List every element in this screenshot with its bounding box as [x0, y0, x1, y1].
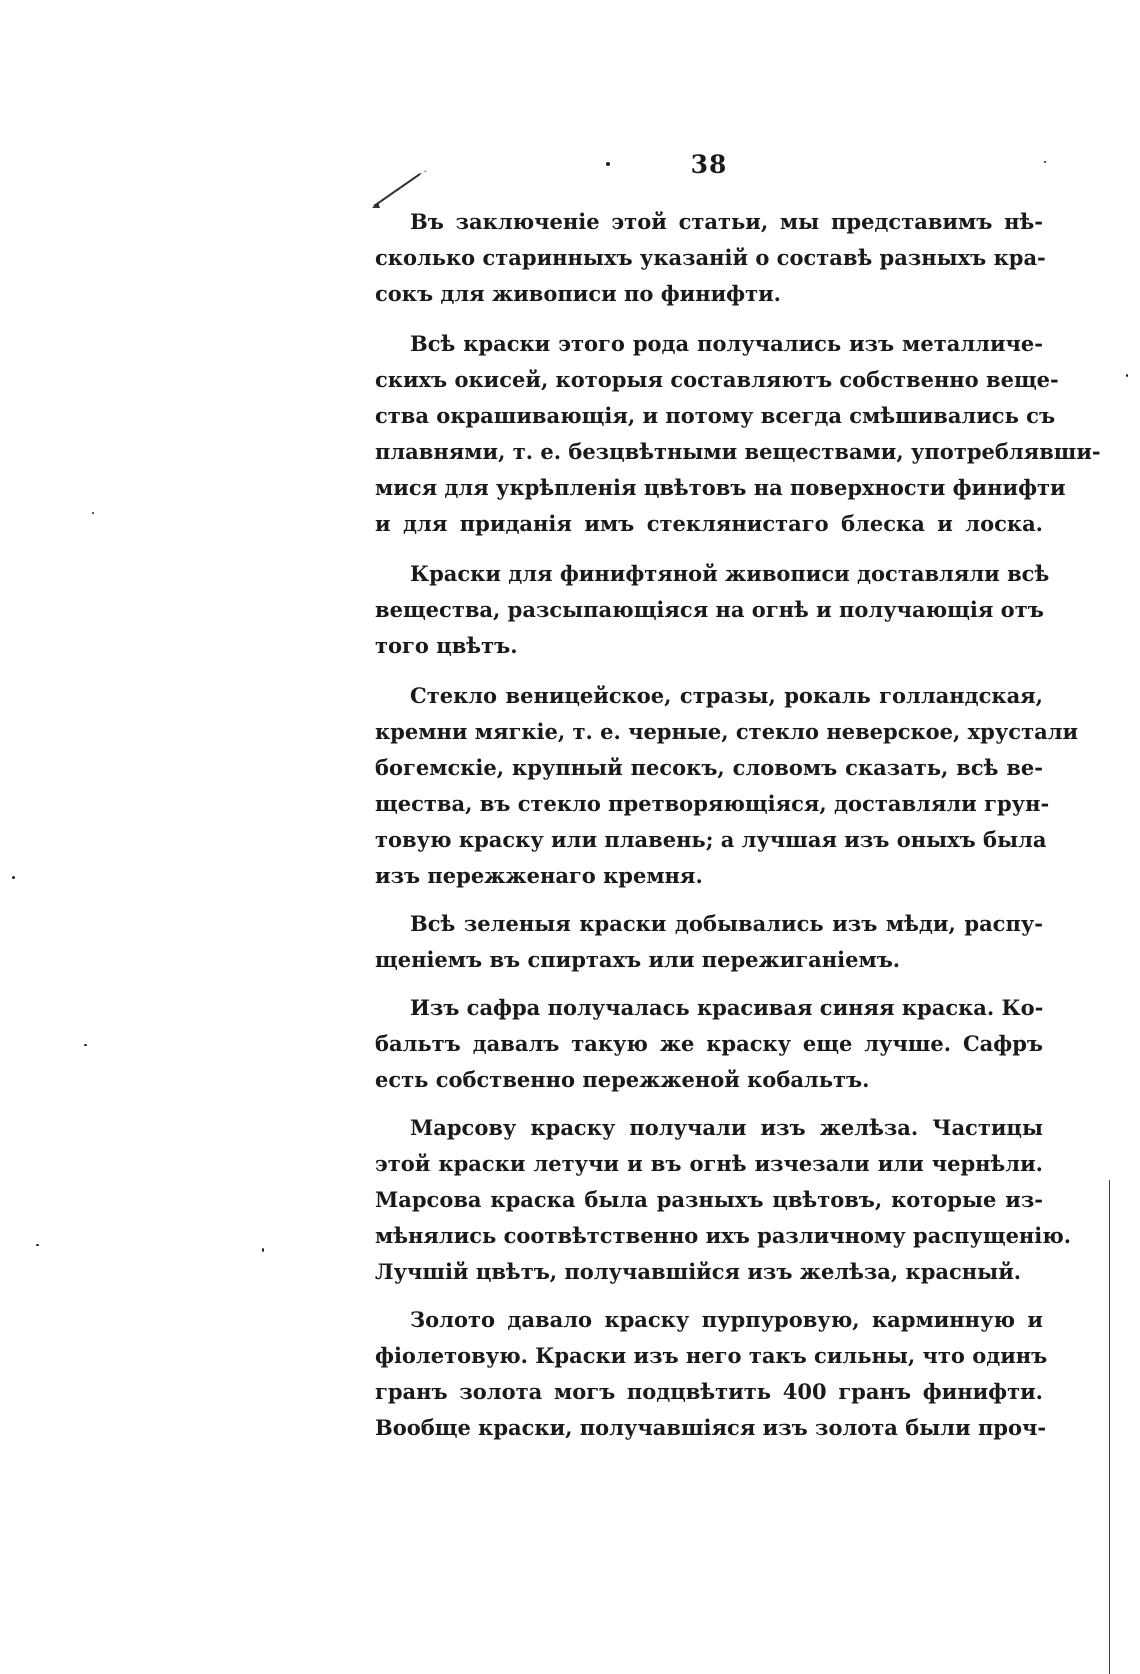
- text-line: Въ заключеніе этой статьи, мы представимъ нѣ-: [410, 209, 1043, 234]
- stray-mark-1: [92, 512, 94, 514]
- text-line: сокъ для живописи по финифти.: [375, 281, 781, 306]
- text-line: Марсова краска была разныхъ цвѣтовъ, которые из-: [375, 1187, 1043, 1212]
- text-line: богемскіе, крупный песокъ, словомъ сказать, всѣ ве-: [375, 755, 1043, 780]
- text-line: Краски для финифтяной живописи доставляли всѣ: [410, 561, 1050, 586]
- text-line: ства окрашивающія, и потому всегда смѣшивались съ: [375, 403, 1056, 428]
- text-line: вещества, разсыпающіяся на огнѣ и получающія отъ: [375, 597, 1044, 622]
- text-line: товую краску или плавень; а лучшая изъ оныхъ была: [375, 827, 1047, 852]
- paragraph-1: [375, 204, 1046, 312]
- text-line: есть собственно пережженой кобальтъ.: [375, 1067, 870, 1092]
- text-line: изъ пережженаго кремня.: [375, 863, 703, 888]
- page-dot-left: [606, 162, 610, 166]
- text-line: Стекло веницейское, стразы, рокаль голландская,: [410, 683, 1043, 708]
- page-number: 38: [690, 150, 728, 179]
- paragraph-2: [375, 326, 1101, 542]
- text-line: гранъ золота могъ подцвѣтить 400 гранъ финифти.: [375, 1379, 1043, 1404]
- text-line: Всѣ краски этого рода получались изъ металличе-: [410, 331, 1043, 356]
- text-line: щества, въ стекло претворяющіяся, доставляли грун-: [375, 791, 1050, 816]
- paragraph-3: [375, 556, 1050, 664]
- paragraph-7: [375, 1110, 1072, 1290]
- page-edge-line: [1109, 1180, 1111, 1674]
- text-line: Золото давало краску пурпуровую, карминную и: [410, 1307, 1043, 1332]
- text-line: бальтъ давалъ такую же краску еще лучше. Сафръ: [375, 1031, 1043, 1056]
- text-line: Вообще краски, получавшіяся изъ золота были проч-: [375, 1415, 1047, 1440]
- text-body: [375, 204, 1101, 1446]
- paragraph-5: [375, 906, 1043, 978]
- stray-mark-5: [262, 1248, 264, 1252]
- text-line: плавнями, т. е. безцвѣтными веществами, употреблявши-: [375, 439, 1101, 464]
- page-dot-right: [1044, 161, 1046, 163]
- stray-mark-3: [84, 1044, 87, 1046]
- paragraph-4: [375, 678, 1079, 894]
- text-line: того цвѣтъ.: [375, 633, 518, 658]
- text-line: фіолетовую. Краски изъ него такъ сильны, что одинъ: [375, 1343, 1048, 1368]
- stray-mark-2: [12, 876, 15, 879]
- paragraph-8: [375, 1302, 1048, 1446]
- text-line: Марсову краску получали изъ желѣза. Частицы: [410, 1115, 1043, 1140]
- text-line: и для приданія имъ стеклянистаго блеска и лоска.: [375, 511, 1043, 536]
- text-line: этой краски летучи и въ огнѣ изчезали или чернѣли.: [375, 1151, 1043, 1176]
- text-line: мися для укрѣпленія цвѣтовъ на поверхности финифти: [375, 475, 1066, 500]
- text-line: Лучшій цвѣтъ, получавшійся изъ желѣза, красный.: [375, 1259, 1022, 1284]
- paragraph-6: [375, 990, 1043, 1098]
- text-line: Изъ сафра получалась красивая синяя краска. Ко-: [410, 995, 1044, 1020]
- text-line: кремни мягкіе, т. е. черные, стекло неверское, хрустали: [375, 719, 1079, 744]
- stray-mark-4: [36, 1244, 39, 1246]
- text-line: щеніемъ въ спиртахъ или пережиганіемъ.: [375, 947, 901, 972]
- text-line: мѣнялись соотвѣтственно ихъ различному распущенію.: [375, 1223, 1072, 1248]
- text-line: сколько старинныхъ указаній о составѣ разныхъ кра-: [375, 245, 1046, 270]
- text-line: Всѣ зеленыя краски добывались изъ мѣди, распу-: [410, 911, 1043, 936]
- text-line: скихъ окисей, которыя составляютъ собственно веще-: [375, 367, 1059, 392]
- stray-mark-6: [1126, 374, 1128, 377]
